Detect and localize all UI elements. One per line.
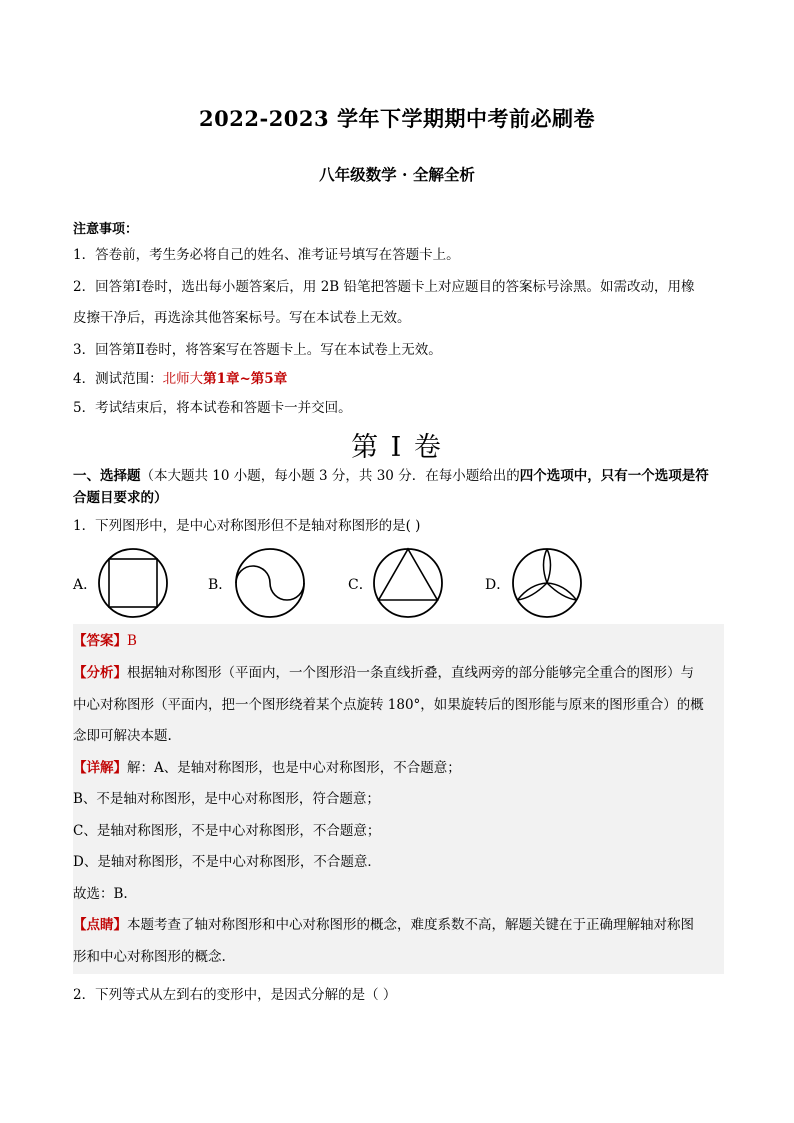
comment-line-2: 形和中心对称图形的概念. [73,949,226,965]
answer-tag: 【答案】 [73,633,127,649]
answer-value: B [127,633,137,649]
option-a-label: A． [73,577,98,593]
section-title: 一、选择题 [73,468,141,484]
option-c-figure [371,546,445,620]
notice-item-4-prefix: 4．测试范围： [73,371,163,387]
exam-title: 2022-2023 学年下学期期中考前必刷卷 [199,106,595,131]
notice-item-2-line-1: 2．回答第Ⅰ卷时，选出每小题答案后，用 2B 铅笔把答题卡上对应题目的答案标号涂黑。如需改动，用橡 [73,279,695,295]
section-desc-2: 合题目要求的） [73,490,168,506]
question-1-stem: 1．下列图形中，是中心对称图形但不是轴对称图形的是( ) [73,518,421,534]
option-b-figure [233,546,307,620]
detail-line-4: D、是轴对称图形，不是中心对称图形，不合题意． [73,854,381,870]
notice-item-5: 5．考试结束后，将本试卷和答题卡一并交回。 [73,400,352,416]
notice-item-1: 1．答卷前，考生务必将自己的姓名、准考证号填写在答题卡上。 [73,247,460,263]
analysis-tag: 【分析】 [73,665,127,681]
comment-text-1: 本题考查了轴对称图形和中心对称图形的概念，难度系数不高，解题关键在于正确理解轴对称图 [127,917,694,933]
section-desc: （本大题共 10 小题，每小题 3 分，共 30 分．在每小题给出的 [140,468,520,484]
notice-heading: 注意事项： [73,222,139,237]
analysis-line-1 [73,662,724,684]
detail-text-1: 解：A、是轴对称图形，也是中心对称图形，不合题意； [127,760,461,776]
section-desc-bold: 四个选项中，只有一个选项是符 [519,468,709,484]
exam-subtitle: 八年级数学 · 全解全析 [319,165,475,184]
option-a-figure [96,546,170,620]
notice-item-4 [73,364,723,395]
notice-item-3: 3．回答第Ⅱ卷时，将答案写在答题卡上。写在本试卷上无效。 [73,342,442,358]
detail-line-3: C、是轴对称图形，不是中心对称图形，不合题意； [73,823,381,839]
detail-line-1 [73,757,724,779]
question-2-stem: 2．下列等式从左到右的变形中，是因式分解的是（ ） [73,987,397,1003]
answer-line [73,630,724,652]
conclusion-line: 故选：B. [73,886,128,902]
analysis-line-2: 中心对称图形（平面内，把一个图形绕着某个点旋转 180°，如果旋转后的图形能与原来的图形重合）的概 [73,697,704,713]
analysis-text-1: 根据轴对称图形（平面内，一个图形沿一条直线折叠，直线两旁的部分能够完全重合的图形）与 [127,665,694,681]
scope-chapters: 第1章~第5章 [203,371,288,387]
detail-line-2: B、不是轴对称图形，是中心对称图形，符合题意； [73,791,380,807]
detail-tag: 【详解】 [73,760,127,776]
scope-publisher: 北师大 [162,371,204,387]
notice-item-2-line-2: 皮擦干净后，再选涂其他答案标号。写在本试卷上无效。 [73,310,411,326]
volume-heading: 第 I 卷 [351,432,443,463]
comment-tag: 【点睛】 [73,917,127,933]
comment-line-1 [73,914,724,936]
section-heading [73,465,725,509]
option-c-label: C． [348,577,373,593]
option-d-label: D． [485,577,511,593]
option-b-label: B． [208,577,233,593]
analysis-line-3: 念即可解决本题. [73,728,172,744]
option-d-figure [510,546,584,620]
